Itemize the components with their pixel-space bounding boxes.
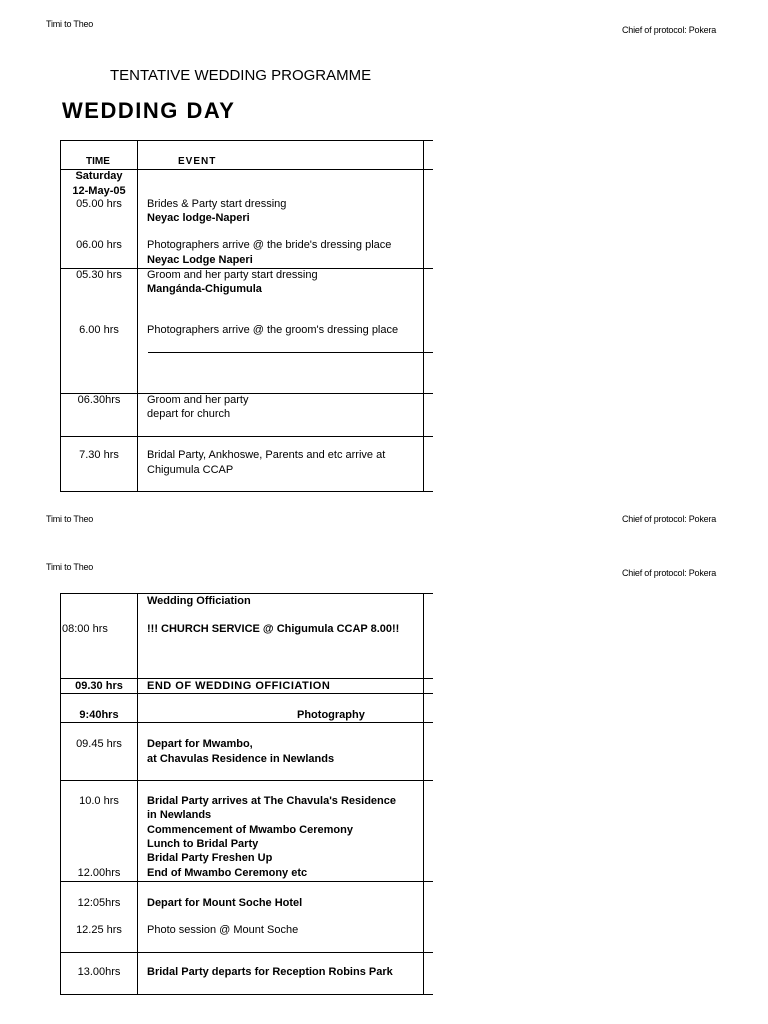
- table-border-right: [423, 593, 424, 995]
- event-cell: Groom and her party: [147, 394, 249, 406]
- table-column-divider: [137, 593, 138, 995]
- table-row-divider: [60, 780, 433, 781]
- event-cell: Depart for Mount Soche Hotel: [147, 897, 303, 909]
- event-cell: in Newlands: [147, 809, 212, 821]
- table-row-divider: [148, 352, 433, 353]
- table-row-divider: [60, 678, 433, 679]
- event-cell: Bridal Party Freshen Up: [147, 852, 273, 864]
- table-border-bottom: [60, 994, 433, 995]
- event-cell: Bridal Party arrives at The Chavula's Residence: [147, 795, 397, 807]
- table-row-divider: [60, 693, 433, 694]
- event-cell: Chigumula CCAP: [147, 464, 234, 476]
- event-location: Neyac Lodge Naperi: [147, 254, 253, 266]
- table-border-top: [60, 593, 433, 594]
- event-cell: depart for church: [147, 408, 231, 420]
- time-cell: 08:00 hrs: [62, 623, 108, 635]
- event-location: Mangánda-Chigumula: [147, 283, 262, 295]
- time-cell: 05.00 hrs: [76, 198, 122, 210]
- footer-right: Chief of protocol: Pokera: [622, 514, 717, 524]
- event-cell: End of Mwambo Ceremony etc: [147, 867, 308, 879]
- event-cell: Brides & Party start dressing: [147, 198, 287, 210]
- table-row-divider: [60, 881, 433, 882]
- time-cell: 9:40hrs: [79, 709, 119, 721]
- event-cell: Photo session @ Mount Soche: [147, 924, 299, 936]
- header-right: Chief of protocol: Pokera: [622, 568, 717, 578]
- table-border-top: [60, 140, 433, 141]
- event-location: Neyac lodge-Naperi: [147, 212, 250, 224]
- schedule-date: 12-May-05: [72, 185, 126, 197]
- time-cell: 13.00hrs: [77, 966, 121, 978]
- event-cell: Groom and her party start dressing: [147, 269, 318, 281]
- table-row-divider: [60, 436, 433, 437]
- event-cell: Lunch to Bridal Party: [147, 838, 259, 850]
- time-cell: 06.30hrs: [77, 394, 121, 406]
- column-header-time: TIME: [86, 156, 110, 167]
- time-cell: 09.45 hrs: [76, 738, 122, 750]
- event-cell: END OF WEDDING OFFICIATION: [147, 680, 331, 692]
- event-cell: !!! CHURCH SERVICE @ Chigumula CCAP 8.00!!: [147, 623, 400, 635]
- schedule-day: Saturday: [75, 170, 123, 182]
- time-cell: 06.00 hrs: [76, 239, 122, 251]
- event-cell: Commencement of Mwambo Ceremony: [147, 824, 353, 836]
- table-column-divider: [137, 140, 138, 492]
- time-cell: 6.00 hrs: [79, 324, 119, 336]
- page-subtitle: WEDDING DAY: [62, 98, 236, 123]
- header-right: Chief of protocol: Pokera: [622, 25, 717, 35]
- time-cell: 12.00hrs: [77, 867, 121, 879]
- table-row-divider: [60, 952, 433, 953]
- event-cell: Photographers arrive @ the bride's dressing place: [147, 239, 392, 251]
- event-cell: Bridal Party departs for Reception Robins Park: [147, 966, 393, 978]
- column-header-event: EVENT: [178, 156, 217, 167]
- event-cell: at Chavulas Residence in Newlands: [147, 753, 335, 765]
- time-cell: 12:05hrs: [77, 897, 121, 909]
- event-cell: Depart for Mwambo,: [147, 738, 253, 750]
- time-cell: 10.0 hrs: [79, 795, 119, 807]
- header-left: Timi to Theo: [46, 562, 94, 572]
- event-cell: Bridal Party, Ankhoswe, Parents and etc arrive at: [147, 449, 386, 461]
- time-cell: 05.30 hrs: [76, 269, 122, 281]
- event-cell: Photography: [297, 709, 365, 721]
- time-cell: 7.30 hrs: [79, 449, 119, 461]
- page-title: TENTATIVE WEDDING PROGRAMME: [110, 67, 372, 84]
- event-cell: Photographers arrive @ the groom's dressing place: [147, 324, 399, 336]
- header-left: Timi to Theo: [46, 19, 94, 29]
- table-border-right: [423, 140, 424, 492]
- table-border-bottom: [60, 491, 433, 492]
- section-label: Wedding Officiation: [147, 595, 251, 607]
- time-cell: 09.30 hrs: [75, 680, 123, 692]
- table-row-divider: [60, 722, 433, 723]
- footer-left: Timi to Theo: [46, 514, 94, 524]
- time-cell: 12.25 hrs: [76, 924, 122, 936]
